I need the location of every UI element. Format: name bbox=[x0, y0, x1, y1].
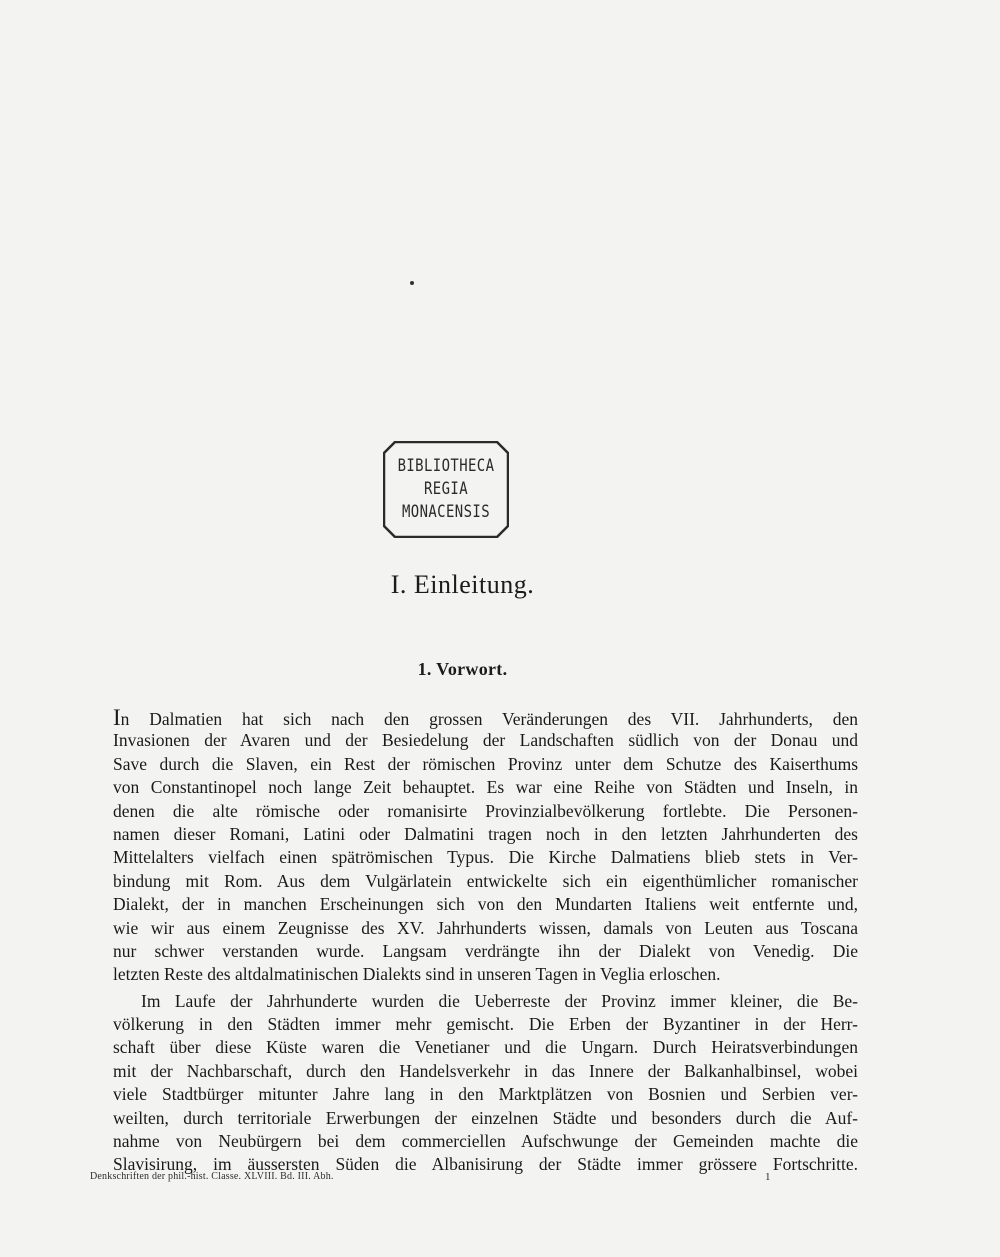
paragraph bbox=[113, 706, 858, 987]
text-line: denen die alte römische oder romanisirte Provinzialbevölkerung fortlebte. Die Personen- bbox=[113, 800, 858, 821]
text-line: Dialekt, der in manchen Erscheinungen sich von den Mundarten Italiens weit entfernte und, bbox=[113, 894, 858, 915]
text-line: bindung mit Rom. Aus dem Vulgärlatein entwickelte sich ein eigenthümlicher romanischer bbox=[113, 870, 858, 891]
text-line bbox=[113, 706, 858, 729]
text-line bbox=[113, 990, 858, 1013]
text-line: Slavisirung, im äussersten Süden die Albanisirung der Städte immer grössere Fortschritte. bbox=[113, 1154, 858, 1175]
text-line: von Constantinopel noch lange Zeit behauptet. Es war eine Reihe von Städten und Inseln, in bbox=[113, 777, 858, 798]
body-text bbox=[113, 706, 858, 1177]
text-line: Save durch die Slaven, ein Rest der römischen Provinz unter dem Schutze des Kaiserthums bbox=[113, 753, 858, 774]
text-line: schaft über diese Küste waren die Venetianer und die Ungarn. Durch Heiratsverbindungen bbox=[113, 1037, 858, 1058]
bleed-through-texture bbox=[70, 120, 930, 335]
page-number: 1 bbox=[765, 1171, 771, 1183]
stamp-line: REGIA bbox=[423, 479, 469, 499]
text-line: Mittelalters vielfach einen spätrömischen Typus. Die Kirche Dalmatiens blieb stets in Ver- bbox=[113, 847, 858, 868]
footer-citation: Denkschriften der phil.-hist. Classe. XLVIII. Bd. III. Abh. bbox=[90, 1171, 334, 1182]
stamp-line: BIBLIOTHECA bbox=[397, 456, 495, 476]
chapter-title: I. Einleitung. bbox=[390, 570, 535, 599]
text-line: letzten Reste des altdalmatinischen Dialekts sind in unseren Tagen in Veglia erloschen. bbox=[113, 964, 721, 985]
text-line-rest: n Dalmatien hat sich nach den grossen Veränderungen des VII. Jahrhunderts, den bbox=[120, 709, 858, 729]
text-line: weilten, durch territoriale Erwerbungen der einzelnen Städte und besonders durch die Auf- bbox=[113, 1107, 858, 1128]
paragraph bbox=[113, 990, 858, 1177]
text-line-rest: Im Laufe der Jahrhunderte wurden die Ueberreste der Provinz immer kleiner, die Be- bbox=[141, 990, 858, 1011]
drop-cap: I bbox=[113, 705, 121, 730]
ink-dot bbox=[410, 281, 414, 285]
text-line: völkerung in den Städten immer mehr gemischt. Die Erben der Byzantiner in der Herr- bbox=[113, 1014, 858, 1035]
text-line: nur schwer verstanden wurde. Langsam verdrängte ihn der Dialekt von Venedig. Die bbox=[113, 940, 858, 961]
stamp-text bbox=[394, 455, 497, 524]
text-line: namen dieser Romani, Latini oder Dalmatini tragen noch in den letzten Jahrhunderten des bbox=[113, 823, 858, 844]
text-line: mit der Nachbarschaft, durch den Handelsverkehr in das Innere der Balkanhalbinsel, wobei bbox=[113, 1060, 858, 1081]
text-line: nahme von Neubürgern bei dem commerciellen Aufschwunge der Gemeinden machte die bbox=[113, 1131, 858, 1152]
section-title: 1. Vorwort. bbox=[417, 659, 508, 679]
text-line: Invasionen der Avaren und der Besiedelung der Landschaften südlich von der Donau und bbox=[113, 730, 858, 751]
library-stamp bbox=[383, 441, 509, 538]
text-line: viele Stadtbürger mitunter Jahre lang in den Marktplätzen von Bosnien und Serbien ver- bbox=[113, 1084, 858, 1105]
text-line: wie wir aus einem Zeugnisse des XV. Jahrhunderts wissen, damals von Leuten aus Toscana bbox=[113, 917, 858, 938]
stamp-line: MONACENSIS bbox=[401, 502, 491, 522]
